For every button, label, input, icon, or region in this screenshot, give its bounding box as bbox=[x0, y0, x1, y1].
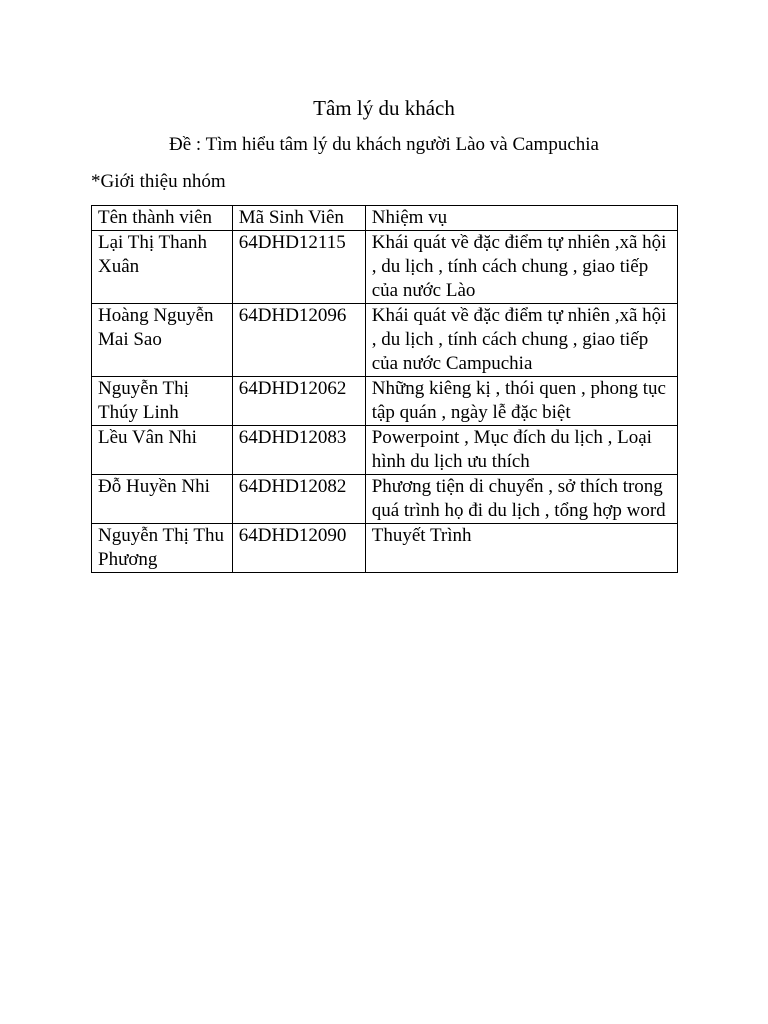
student-id-cell: 64DHD12115 bbox=[232, 231, 365, 304]
table-row bbox=[92, 304, 678, 377]
student-id-cell: 64DHD12062 bbox=[232, 377, 365, 426]
student-id-cell: 64DHD12082 bbox=[232, 475, 365, 524]
table-row bbox=[92, 475, 678, 524]
task-cell: Những kiêng kị , thói quen , phong tục tập quán , ngày lễ đặc biệt bbox=[365, 377, 677, 426]
table-row bbox=[92, 426, 678, 475]
document-subtitle: Đề : Tìm hiểu tâm lý du khách người Lào và Campuchia bbox=[169, 134, 599, 155]
member-name-cell: Nguyễn Thị Thu Phương bbox=[92, 524, 233, 573]
task-cell: Khái quát về đặc điểm tự nhiên ,xã hội , du lịch , tính cách chung , giao tiếp của nước Campuchia bbox=[365, 304, 677, 377]
table-row bbox=[92, 377, 678, 426]
group-intro-heading: *Giới thiệu nhóm bbox=[91, 171, 226, 192]
student-id-cell: 64DHD12090 bbox=[232, 524, 365, 573]
header-task: Nhiệm vụ bbox=[365, 206, 677, 231]
header-student-id: Mã Sinh Viên bbox=[232, 206, 365, 231]
table-row bbox=[92, 231, 678, 304]
member-name-cell: Đỗ Huyền Nhi bbox=[92, 475, 233, 524]
member-name-cell: Hoàng Nguyễn Mai Sao bbox=[92, 304, 233, 377]
student-id-cell: 64DHD12083 bbox=[232, 426, 365, 475]
task-cell: Khái quát về đặc điểm tự nhiên ,xã hội , du lịch , tính cách chung , giao tiếp của nước Lào bbox=[365, 231, 677, 304]
document-title: Tâm lý du khách bbox=[313, 96, 455, 120]
member-name-cell: Lại Thị Thanh Xuân bbox=[92, 231, 233, 304]
header-member-name: Tên thành viên bbox=[92, 206, 233, 231]
table-header-row bbox=[92, 206, 678, 231]
task-cell: Thuyết Trình bbox=[365, 524, 677, 573]
task-cell: Powerpoint , Mục đích du lịch , Loại hình du lịch ưu thích bbox=[365, 426, 677, 475]
task-cell: Phương tiện di chuyển , sở thích trong quá trình họ đi du lịch , tổng hợp word bbox=[365, 475, 677, 524]
member-name-cell: Lều Vân Nhi bbox=[92, 426, 233, 475]
members-table bbox=[91, 205, 678, 573]
member-name-cell: Nguyễn Thị Thúy Linh bbox=[92, 377, 233, 426]
student-id-cell: 64DHD12096 bbox=[232, 304, 365, 377]
table-row bbox=[92, 524, 678, 573]
